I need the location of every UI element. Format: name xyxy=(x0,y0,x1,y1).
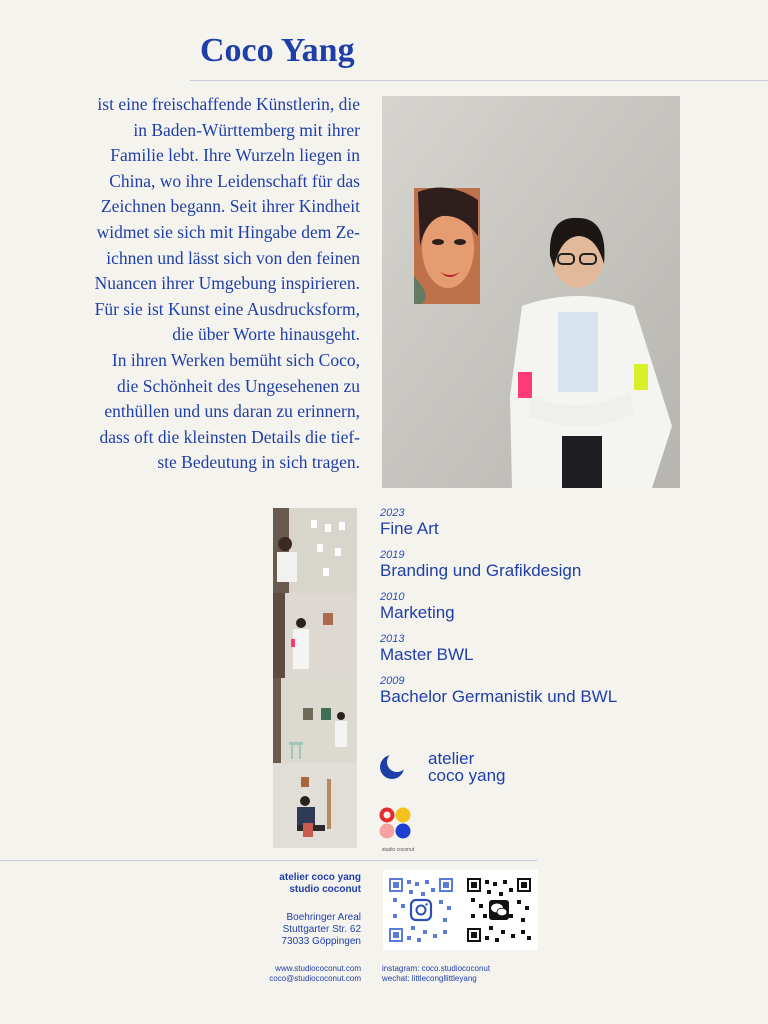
contact-block xyxy=(230,872,361,948)
bio-line: die über Worte hinausgeht. xyxy=(172,324,360,345)
studio-coconut-caption: studio coconut xyxy=(381,847,415,853)
painting xyxy=(414,188,480,305)
cv-label: Bachelor Germanistik und BWL xyxy=(380,687,618,706)
strip-photo-2 xyxy=(273,593,357,678)
contact-name-1: atelier coco yang xyxy=(279,872,361,883)
atelier-logo-text xyxy=(428,750,506,784)
cv-item xyxy=(380,550,740,580)
instagram-qr-code[interactable] xyxy=(387,876,455,944)
cv-item xyxy=(380,634,740,664)
atelier-logo-line: atelier xyxy=(428,749,475,768)
cv-list xyxy=(380,508,740,718)
bio-line: Familie lebt. Ihre Wurzeln liegen in xyxy=(110,145,360,166)
bio-line: Für sie ist Kunst eine Ausdrucksform, xyxy=(94,298,360,319)
strip-photo-1 xyxy=(273,508,357,593)
atelier-logo xyxy=(378,750,506,784)
address-line: Boehringer Areal xyxy=(286,912,361,923)
address-line: Stuttgarter Str. 62 xyxy=(282,924,361,935)
instagram-icon xyxy=(411,900,431,920)
email-link[interactable]: coco@studiococonut.com xyxy=(269,974,361,983)
instagram-handle[interactable]: instagram: coco.studiococonut xyxy=(382,964,491,973)
artist-portrait-photo xyxy=(382,96,680,488)
bio-line: ist eine freischaffende Künstlerin, die xyxy=(97,94,360,114)
cv-year: 2013 xyxy=(380,633,405,645)
title-divider xyxy=(190,80,768,81)
cv-year: 2010 xyxy=(380,591,405,603)
bio-line: Nuancen ihrer Umgebung inspirieren. xyxy=(94,273,360,294)
wechat-handle[interactable]: wechat: littlecongllittleyang xyxy=(382,974,477,983)
wechat-icon xyxy=(489,900,509,920)
wechat-qr-code[interactable] xyxy=(465,876,533,944)
strip-photo-4 xyxy=(273,763,357,848)
cv-label: Fine Art xyxy=(380,519,439,538)
bio-line: Zeichnen begann. Seit ihrer Kindheit xyxy=(100,196,360,217)
bio-line: enthüllen und uns daran zu erinnern, xyxy=(104,401,360,422)
cv-year: 2023 xyxy=(380,507,405,519)
crescent-moon-icon xyxy=(378,753,406,781)
atelier-logo-line: coco yang xyxy=(428,766,506,785)
bio-line: ichnen und lässt sich von den feinen xyxy=(106,247,360,268)
qr-codes xyxy=(383,870,538,950)
studio-coconut-logo xyxy=(378,806,418,853)
bio-line: in Baden-Württemberg mit ihrer xyxy=(133,119,360,140)
bio-text xyxy=(40,92,360,476)
coconut-dots-icon xyxy=(378,806,412,840)
address-line: 73033 Göppingen xyxy=(281,936,361,947)
bio-line: ste Bedeutung in sich tragen. xyxy=(157,452,360,473)
cv-item xyxy=(380,676,740,706)
cv-label: Branding und Grafikdesign xyxy=(380,561,582,580)
cv-item xyxy=(380,592,740,622)
contact-name-2: studio coconut xyxy=(289,884,361,895)
bio-paragraph-2 xyxy=(40,348,360,476)
exhibition-photo-strip xyxy=(273,508,357,848)
social-contact xyxy=(382,964,490,984)
cv-year: 2009 xyxy=(380,675,405,687)
bio-line: die Schönheit des Ungesehenen zu xyxy=(117,375,360,396)
cv-label: Master BWL xyxy=(380,645,474,664)
strip-photo-3 xyxy=(273,678,357,763)
bio-line: dass oft die kleinsten Details die tief- xyxy=(99,426,360,447)
bio-paragraph-1 xyxy=(40,92,360,348)
address xyxy=(230,912,361,948)
cv-item xyxy=(380,508,740,538)
footer-divider xyxy=(0,860,537,861)
artist-name: Coco Yang xyxy=(200,32,355,69)
bio-line: In ihren Werken bemüht sich Coco, xyxy=(111,349,360,370)
web-contact xyxy=(230,964,361,984)
website-link[interactable]: www.studiococonut.com xyxy=(275,964,361,973)
cv-year: 2019 xyxy=(380,549,405,561)
bio-line: widmet sie sich mit Hingabe dem Ze- xyxy=(96,221,360,242)
cv-label: Marketing xyxy=(380,603,455,622)
bio-line: China, wo ihre Leidenschaft für das xyxy=(109,170,360,191)
